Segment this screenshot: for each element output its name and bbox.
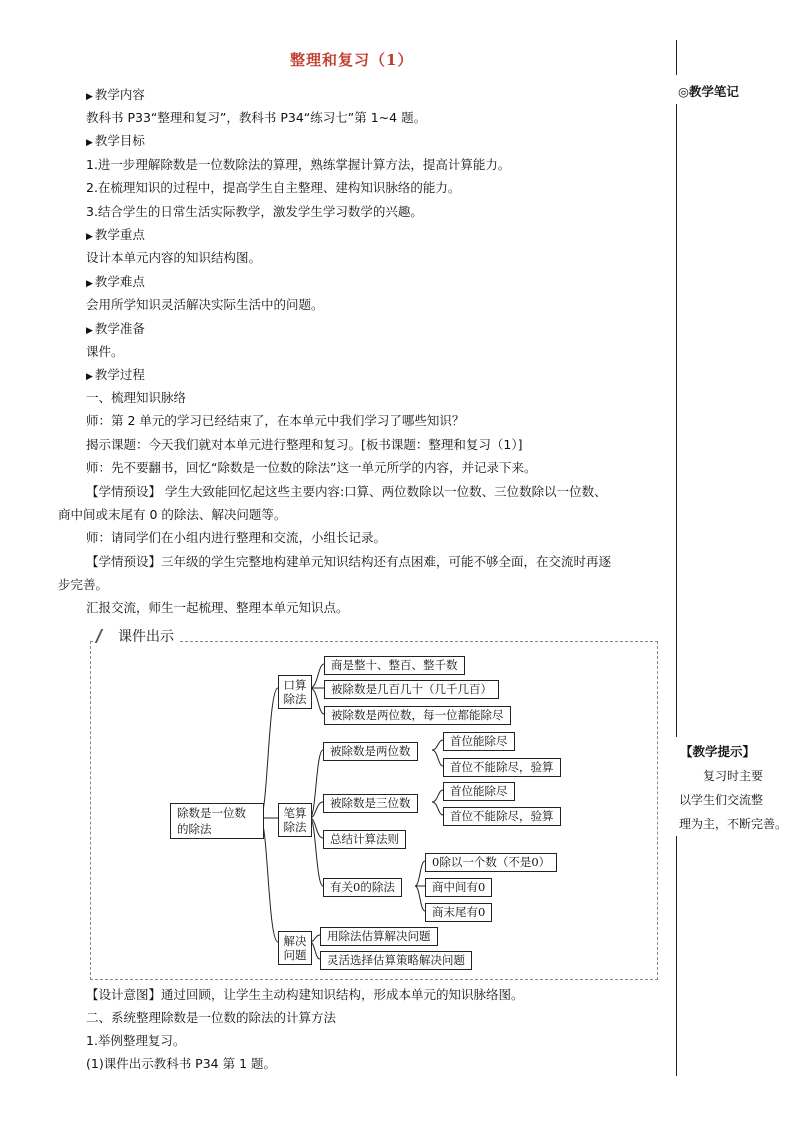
mindmap-subbranch: 总结计算法则 [323,830,406,849]
mindmap-leaf: 灵活选择估算策略解决问题 [320,951,472,970]
mindmap-branch-written: 笔算除法 [278,803,312,837]
body-text: 商中间或末尾有 0 的除法、解决问题等。 [58,507,287,522]
sidebar-divider-top [676,40,677,75]
body-text: 课件。 [86,344,124,359]
mindmap-leaf: 用除法估算解决问题 [320,927,438,946]
page-title: 整理和复习（1） [290,51,414,69]
sidebar-tip-title: 【教学提示】 [680,744,756,759]
mindmap-branch-solve: 解决问题 [278,931,312,965]
mindmap-leaf: 商是整十、整百、整千数 [324,656,465,675]
section-heading: ▶ 教学重点 [86,227,145,242]
mindmap-leaf: 首位不能除尽，验算 [443,758,561,777]
sidebar-divider-bottom [676,836,677,1076]
mindmap-leaf: 被除数是几百几十（几千几百） [324,680,499,699]
mindmap-leaf: 商末尾有0 [425,903,492,922]
section-heading: ▶ 教学目标 [86,133,145,148]
body-text: 1.进一步理解除数是一位数除法的算理，熟练掌握计算方法，提高计算能力。 [86,157,511,172]
triangle-bullet-icon: ▶ [86,326,93,336]
mindmap-leaf: 首位能除尽 [443,732,515,751]
courseware-label: 课件出示 [94,626,180,646]
sidebar-tip-line: 理为主，不断完善。 [679,817,788,831]
section-heading: ▶ 教学准备 [86,321,145,336]
body-text: 揭示课题：今天我们就对本单元进行整理和复习。[板书课题：整理和复习（1）] [86,437,523,452]
body-text: 会用所学知识灵活解决实际生活中的问题。 [86,297,324,312]
body-text: 一、梳理知识脉络 [86,390,187,405]
triangle-bullet-icon: ▶ [86,138,93,148]
mindmap-branch-oral: 口算除法 [278,675,312,709]
body-text: 师：第 2 单元的学习已经结束了，在本单元中我们学习了哪些知识？ [86,413,465,428]
mindmap-leaf: 首位能除尽 [443,782,515,801]
triangle-bullet-icon: ▶ [86,372,93,382]
body-text: 师：先不要翻书，回忆“除数是一位数的除法”这一单元所学的内容，并记录下来。 [86,460,537,475]
body-text: 1.举例整理复习。 [86,1033,186,1048]
body-text: 步完善。 [58,577,109,592]
sidebar-tip-line: 以学生们交流整 [679,793,764,807]
sidebar-divider-mid [676,104,677,737]
mindmap-leaf: 0除以一个数（不是0） [425,853,557,872]
body-text: 设计本单元内容的知识结构图。 [86,250,262,265]
body-text: 汇报交流，师生一起梳理、整理本单元知识点。 [86,600,349,615]
mindmap-leaf: 商中间有0 [425,878,492,897]
mindmap-root: 除数是一位数的除法 [170,803,264,839]
section-heading: ▶ 教学内容 [86,87,145,102]
mindmap-leaf: 首位不能除尽，验算 [443,807,561,826]
body-text: 师：请同学们在小组内进行整理和交流，小组长记录。 [86,530,387,545]
body-text: (1)课件出示教科书 P34 第 1 题。 [86,1056,276,1071]
mindmap-subbranch: 有关0的除法 [323,878,402,897]
mindmap-subbranch: 被除数是两位数 [323,742,418,761]
sidebar-tip-line: 复习时主要 [703,769,764,783]
sidebar-note-title: ◎教学笔记 [678,84,739,99]
body-text: 3.结合学生的日常生活实际教学，激发学生学习数学的兴趣。 [86,204,423,219]
section-heading: ▶ 教学过程 [86,367,145,382]
triangle-bullet-icon: ▶ [86,92,93,102]
body-text: 2.在梳理知识的过程中，提高学生自主整理、建构知识脉络的能力。 [86,180,461,195]
triangle-bullet-icon: ▶ [86,232,93,242]
body-text: 【设计意图】通过回顾，让学生主动构建知识结构，形成本单元的知识脉络图。 [86,987,524,1002]
body-text: 教科书 P33“整理和复习”，教科书 P34“练习七”第 1~4 题。 [86,110,427,125]
mindmap-leaf: 被除数是两位数，每一位都能除尽 [324,706,511,725]
body-text: 二、系统整理除数是一位数的除法的计算方法 [86,1010,337,1025]
mindmap-subbranch: 被除数是三位数 [323,794,418,813]
triangle-bullet-icon: ▶ [86,279,93,289]
section-heading: ▶ 教学难点 [86,274,145,289]
pen-stroke-icon [95,629,118,643]
body-text: 【学情预设】三年级的学生完整地构建单元知识结构还有点困难，可能不够全面，在交流时再逐 [86,554,612,569]
body-text: 【学情预设】 学生大致能回忆起这些主要内容:口算、两位数除以一位数、三位数除以一位数、 [86,484,607,499]
